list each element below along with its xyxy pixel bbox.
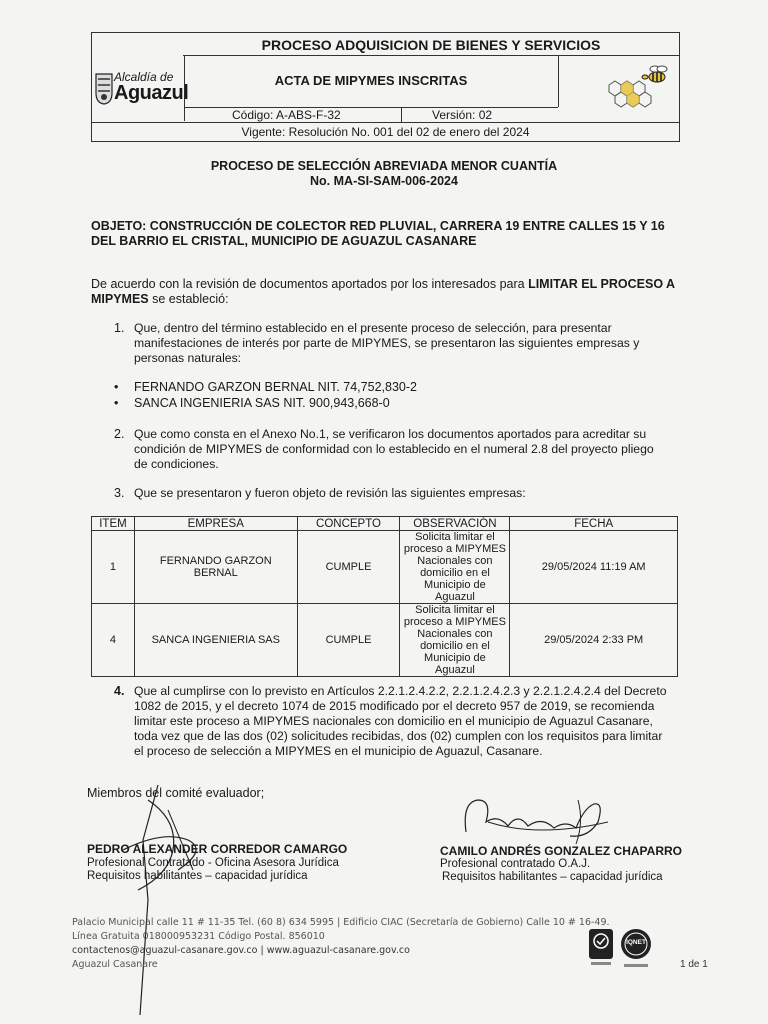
item-2-text: Que como consta en el Anexo No.1, se verificaron los documentos aportados para acreditar su condición de MIPYMES de conformidad con lo establecido en el numeral 2.8 del proyecto pliego de condiciones. bbox=[134, 427, 654, 471]
column-header: CONCEPTO bbox=[297, 517, 400, 531]
object-line1: OBJETO: CONSTRUCCIÓN DE COLECTOR RED PLUVIAL, CARRERA 19 ENTRE CALLES 15 Y 16 bbox=[91, 219, 665, 233]
document-title: ACTA DE MIPYMES INSCRITAS bbox=[184, 55, 559, 107]
item-number: 1. bbox=[114, 321, 125, 335]
honeycomb-cell bbox=[559, 55, 679, 121]
cell-observacion: Solicita limitar el proceso a MIPYMES Nacionales con domicilio en el Municipio de Aguazul bbox=[400, 531, 510, 604]
bullet-item: SANCA INGENIERIA SAS NIT. 900,943,668-0 bbox=[134, 396, 390, 410]
item-number: 4. bbox=[114, 684, 125, 698]
signature-right bbox=[458, 792, 618, 850]
bullet-marker: • bbox=[114, 396, 119, 410]
cell-observacion: Solicita limitar el proceso a MIPYMES Nacionales con domicilio en el Municipio de Aguazul bbox=[400, 604, 510, 677]
bullet-marker: • bbox=[114, 380, 119, 394]
table-row bbox=[92, 531, 678, 604]
signer-left-name: PEDRO ALEXANDER CORREDOR CAMARGO bbox=[87, 842, 348, 856]
column-header: EMPRESA bbox=[134, 517, 297, 531]
footer-city: Aguazul Casanare bbox=[72, 959, 158, 970]
bullet-item: FERNANDO GARZON BERNAL NIT. 74,752,830-2 bbox=[134, 380, 417, 394]
cell-fecha: 29/05/2024 11:19 AM bbox=[510, 531, 678, 604]
footer-contact bbox=[72, 916, 610, 972]
honeycomb-bee-icon bbox=[601, 63, 673, 113]
table-header-row bbox=[92, 517, 678, 531]
footer-web: contactenos@aguazul-casanare.gov.co | www.aguazul-casanare.gov.co bbox=[72, 945, 410, 956]
signer-right-role: Profesional contratado O.A.J. bbox=[440, 858, 591, 870]
logo-line2: Aguazul bbox=[114, 82, 189, 104]
process-number: No. MA-SI-SAM-006-2024 bbox=[310, 174, 458, 188]
municipal-logo bbox=[114, 70, 189, 104]
committee-label: Miembros del comité evaluador; bbox=[87, 786, 265, 800]
table-row bbox=[92, 604, 678, 677]
signer-left-role: Profesional Contratado - Oficina Asesora Jurídica bbox=[87, 857, 339, 869]
document-version: Versión: 02 bbox=[432, 108, 493, 122]
document-header bbox=[91, 32, 680, 142]
validity-row: Vigente: Resolución No. 001 del 02 de enero del 2024 bbox=[92, 122, 679, 142]
intro-line2: MIPYMES se estableció: bbox=[91, 292, 229, 306]
process-title: PROCESO ADQUISICION DE BIENES Y SERVICIOS bbox=[183, 33, 679, 56]
cell-empresa: FERNANDO GARZON BERNAL bbox=[134, 531, 297, 604]
process-type: PROCESO DE SELECCIÓN ABREVIADA MENOR CUANTÍA bbox=[210, 159, 558, 173]
logo-cell bbox=[92, 55, 189, 121]
signer-right-name: CAMILO ANDRÉS GONZALEZ CHAPARRO bbox=[440, 844, 682, 858]
evaluation-table bbox=[91, 516, 678, 677]
cell-empresa: SANCA INGENIERIA SAS bbox=[134, 604, 297, 677]
item-1-text: Que, dentro del término establecido en el presente proceso de selección, para presentar manifestaciones de interés por parte de MIPYMES, se presentaron las siguientes empresas y personas naturales: bbox=[134, 321, 640, 365]
logo-line1: Alcaldía de bbox=[114, 70, 174, 84]
item-number: 2. bbox=[114, 427, 125, 441]
cell-concepto: CUMPLE bbox=[297, 531, 400, 604]
signature-left bbox=[118, 780, 228, 1020]
municipal-shield-icon bbox=[95, 73, 113, 105]
intro-line1: De acuerdo con la revisión de documentos aportados por los interesados para LIMITAR EL PROCESO A bbox=[91, 277, 676, 291]
document-code: Código: A-ABS-F-32 bbox=[232, 108, 341, 122]
cell-item: 4 bbox=[92, 604, 135, 677]
footer-address: Palacio Municipal calle 11 # 11-35 Tel. (60 8) 634 5995 | Edificio CIAC (Secretaría de Gobierno) Calle 10 # 16-49. bbox=[72, 917, 610, 928]
object-line2: DEL BARRIO EL CRISTAL, MUNICIPIO DE AGUAZUL CASANARE bbox=[91, 234, 477, 248]
column-header: FECHA bbox=[510, 517, 678, 531]
item-3-text: Que se presentaron y fueron objeto de revisión las siguientes empresas: bbox=[134, 486, 526, 500]
cell-concepto: CUMPLE bbox=[297, 604, 400, 677]
footer-phone: Línea Gratuita 018000953231 Código Postal. 856010 bbox=[72, 931, 325, 942]
column-header: ITEM bbox=[92, 517, 135, 531]
code-version-row bbox=[184, 107, 558, 123]
iqnet-label: IQNET bbox=[626, 939, 646, 946]
signer-left-requirements: Requisitos habilitantes – capacidad jurídica bbox=[87, 870, 308, 882]
signer-right-requirements: Requisitos habilitantes – capacidad jurídica bbox=[442, 871, 663, 883]
iqnet-certification-icon bbox=[618, 928, 654, 972]
item-number: 3. bbox=[114, 486, 125, 500]
page-number: 1 de 1 bbox=[680, 959, 708, 970]
icontec-certification-icon bbox=[588, 928, 614, 968]
column-header: OBSERVACIÓN bbox=[400, 517, 510, 531]
item-4-text: Que al cumplirse con lo previsto en Artículos 2.2.1.2.4.2.2, 2.2.1.2.4.2.3 y 2.2.1.2.4.2.4 del Decreto 1082 de 2015, y el decreto 1074 de 2015 modificado por el decreto 957 de 2019, se recomienda limitar este proceso a MIPYMES nacionales con domicilio en el municipio de Aguazul Casanare, toda vez que de las dos (02) solicitudes recibidas, dos (02) cumplen con los requisitos para limitar el proceso de selección a MIPYMES en el municipio de Aguazul, Casanare. bbox=[134, 684, 667, 758]
cell-item: 1 bbox=[92, 531, 135, 604]
cell-fecha: 29/05/2024 2:33 PM bbox=[510, 604, 678, 677]
